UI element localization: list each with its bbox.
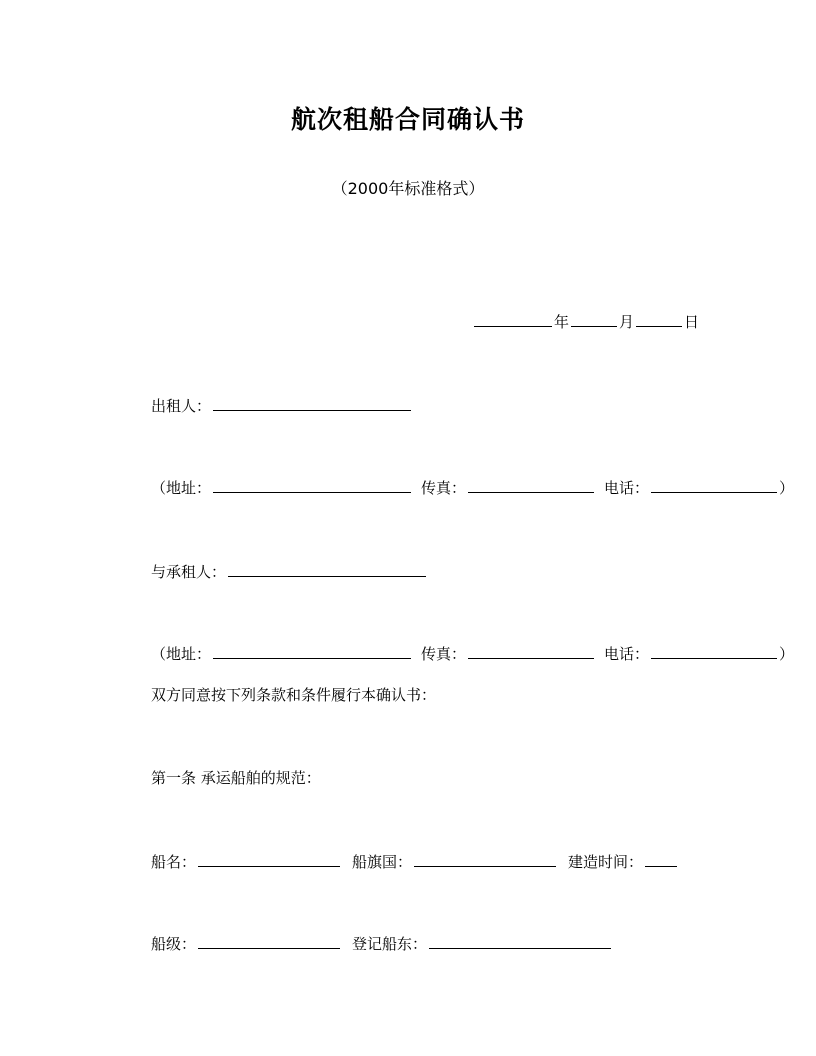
month-label: 月: [619, 313, 635, 331]
ship-name-label: 船名：: [151, 853, 197, 871]
close-paren: ）: [779, 479, 795, 497]
ship-info-line-2: [151, 932, 613, 954]
owner-label: 登记船东：: [352, 935, 428, 953]
lessor-blank[interactable]: [213, 394, 411, 411]
ship-info-line-1: [151, 850, 679, 872]
ship-name-blank[interactable]: [198, 850, 340, 867]
agreement-text: 双方同意按下列条款和条件履行本确认书：: [151, 686, 437, 704]
lessor-fax-blank[interactable]: [468, 476, 594, 493]
fax-label: 传真：: [421, 479, 467, 497]
lessee-contact-line: [151, 642, 794, 664]
lessor-line: [151, 394, 413, 416]
lessee-address-blank[interactable]: [213, 642, 411, 659]
built-blank[interactable]: [645, 850, 677, 867]
phone-label: 电话：: [604, 479, 650, 497]
article-1-heading: 第一条 承运船舶的规范：: [151, 769, 321, 787]
phone-label: 电话：: [604, 645, 650, 663]
address-label: （地址：: [151, 479, 212, 497]
address-label: （地址：: [151, 645, 212, 663]
year-label: 年: [554, 313, 570, 331]
lessor-label: 出租人：: [151, 397, 212, 415]
document-title: 航次租船合同确认书: [290, 105, 525, 134]
day-label: 日: [684, 313, 700, 331]
lessee-phone-blank[interactable]: [651, 642, 777, 659]
flag-blank[interactable]: [414, 850, 556, 867]
date-line: [472, 310, 699, 332]
lessor-phone-blank[interactable]: [651, 476, 777, 493]
lessee-label: 与承租人：: [151, 563, 227, 581]
lessee-blank[interactable]: [228, 560, 426, 577]
owner-blank[interactable]: [429, 932, 611, 949]
ship-class-blank[interactable]: [198, 932, 340, 949]
ship-class-label: 船级：: [151, 935, 197, 953]
document-subtitle: （2000年标准格式）: [331, 179, 485, 198]
close-paren: ）: [779, 645, 795, 663]
year-blank[interactable]: [474, 310, 552, 327]
day-blank[interactable]: [636, 310, 682, 327]
lessor-address-blank[interactable]: [213, 476, 411, 493]
month-blank[interactable]: [571, 310, 617, 327]
lessee-line: [151, 560, 428, 582]
fax-label: 传真：: [421, 645, 467, 663]
lessor-contact-line: [151, 476, 794, 498]
built-label: 建造时间：: [568, 853, 644, 871]
flag-label: 船旗国：: [352, 853, 413, 871]
lessee-fax-blank[interactable]: [468, 642, 594, 659]
